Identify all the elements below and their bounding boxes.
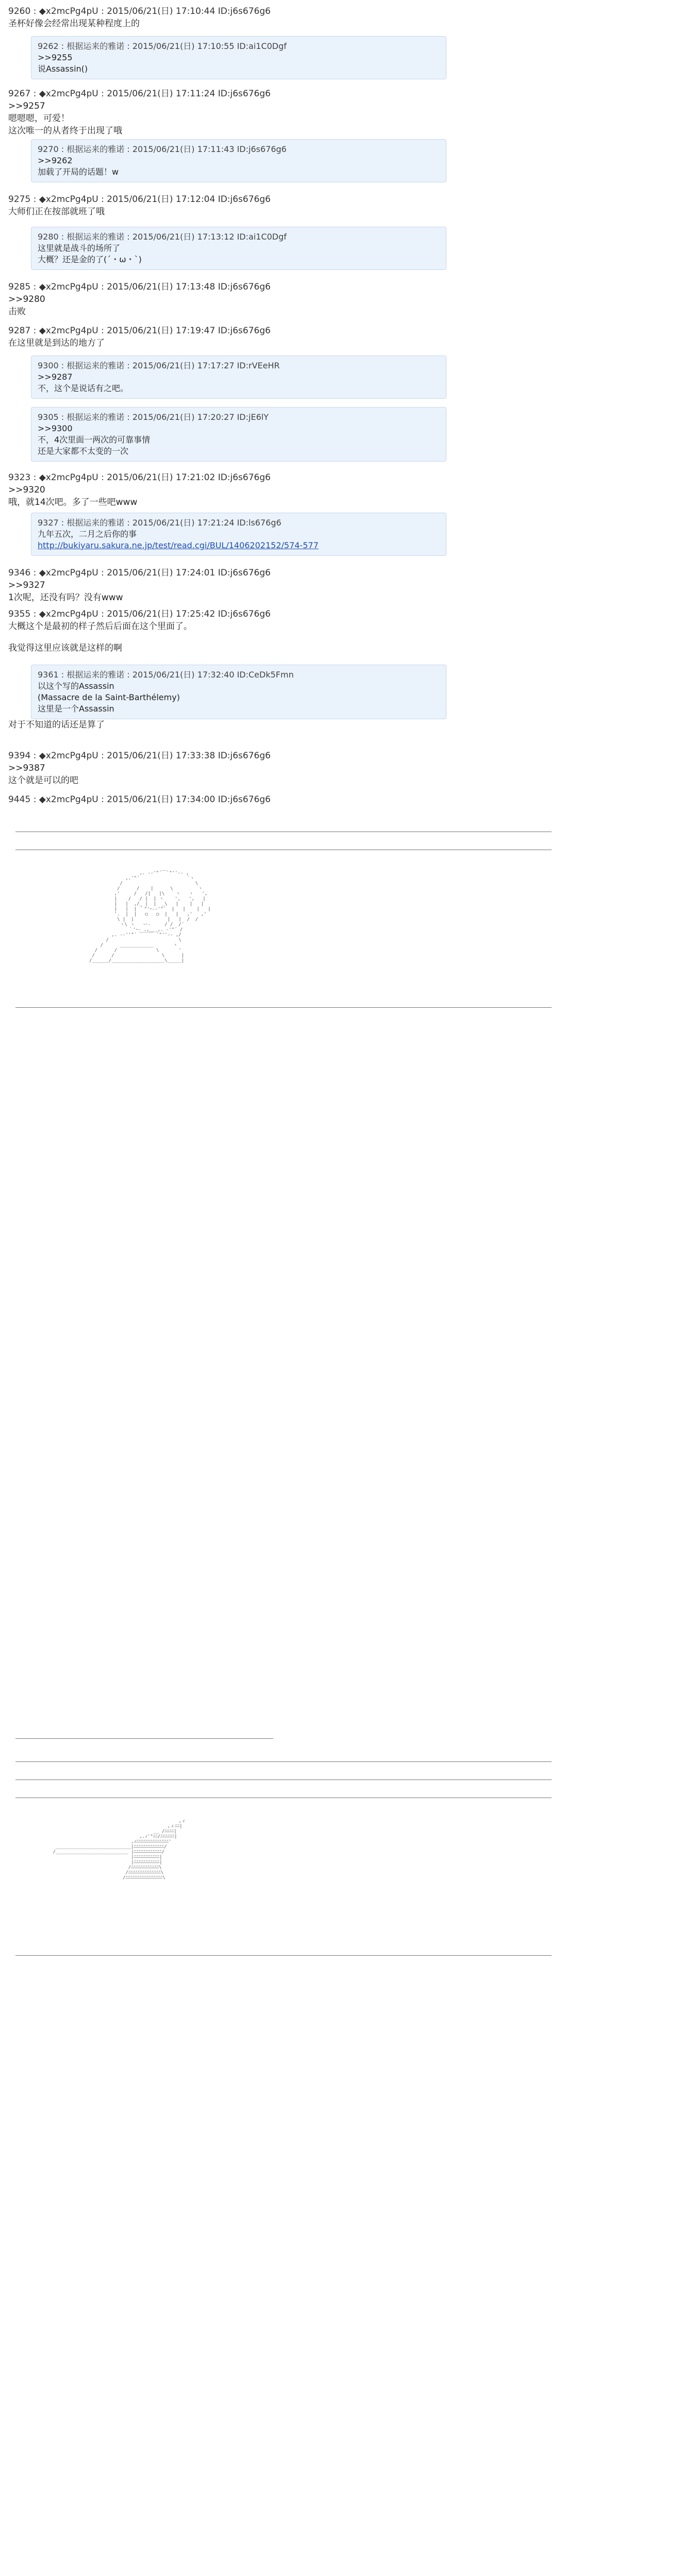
post-line: 嗯嗯嗯，可爱！: [8, 113, 70, 124]
reply-anchor[interactable]: >>9300: [38, 423, 73, 433]
reply-anchor[interactable]: >>9257: [8, 101, 45, 111]
quoted-post: [31, 36, 446, 79]
post: [8, 471, 678, 509]
sheet-header-bar: [15, 819, 552, 832]
post-line: 说Assassin(): [38, 64, 88, 74]
reply-anchor[interactable]: >>9262: [38, 156, 73, 165]
post: [8, 325, 678, 349]
quoted-post: [31, 407, 446, 462]
quoted-post: [31, 227, 446, 270]
post-header: 9445 : ◆x2mcPg4pU : 2015/06/21(日) 17:34:00 ID:j6s676g6: [8, 794, 271, 805]
post-header: 9394 : ◆x2mcPg4pU : 2015/06/21(日) 17:33:38 ID:j6s676g6: [8, 751, 271, 761]
post-header: 9323 : ◆x2mcPg4pU : 2015/06/21(日) 17:21:02 ID:j6s676g6: [8, 472, 271, 483]
post-header: 9361 : 根据运来的雅诺 : 2015/06/21(日) 17:32:40 ID:CeDk5Fmn: [38, 670, 294, 680]
reply-anchor[interactable]: >>9387: [8, 763, 45, 773]
sheet-stats-bar: [15, 837, 552, 850]
post-header: 9287 : ◆x2mcPg4pU : 2015/06/21(日) 17:19:47 ID:j6s676g6: [8, 326, 271, 336]
quoted-post: [31, 355, 446, 399]
post-line: 圣杯好像会经常出现某种程度上的: [8, 19, 140, 29]
post: [8, 193, 678, 218]
post: [8, 608, 678, 654]
sheet-header-bar: [15, 1726, 273, 1739]
post-header: 9327 : 根据运来的雅诺 : 2015/06/21(日) 17:21:24 ID:ls676g6: [38, 518, 281, 528]
post-line: 大概这个是最初的样子然后后面在这个里面了。: [8, 621, 192, 632]
post-line: 九年五次，二月之后你的事: [38, 529, 137, 539]
post-line: 这里是一个Assassin: [38, 704, 114, 714]
reply-anchor[interactable]: >>9255: [38, 53, 73, 62]
reply-anchor[interactable]: >>9287: [38, 372, 73, 382]
post-header: 9270 : 根据运来的雅诺 : 2015/06/21(日) 17:11:43 ID:j6s676g6: [38, 144, 287, 154]
post-header: 9355 : ◆x2mcPg4pU : 2015/06/21(日) 17:25:42 ID:j6s676g6: [8, 609, 271, 619]
post-line: 这次唯一的从者终于出现了哦: [8, 126, 122, 136]
reply-anchor[interactable]: >>9280: [8, 294, 45, 304]
ascii-art: ,ィ ,ィﾆﾆ| __ /ﾆﾆﾆﾆ| ,.ｨ'"ﾆﾆ/ﾆﾆﾆﾆﾆﾆ| ,ｨﾆﾆﾆﾆﾆﾆﾆﾆﾆﾆﾆﾆﾆﾆ' ___________________________|ﾆﾆﾆﾆﾆﾆﾆﾆﾆﾆﾆﾆﾆ/ /__________________________ |ﾆﾆﾆﾆﾆﾆﾆﾆﾆﾆﾆﾆ/ |ﾆﾆﾆﾆﾆﾆﾆﾆﾆﾆﾆ| |ﾆﾆﾆﾆﾆﾆﾆﾆﾆﾆﾆ| /ﾆﾆﾆﾆﾆﾆﾆﾆﾆﾆﾆﾆ\ /ﾆﾆﾆﾆﾆﾆﾆﾆﾆﾆﾆﾆﾆﾆ\ /ﾆﾆﾆﾆﾆﾆﾆﾆﾆﾆﾆﾆﾆﾆﾆﾆ\: [53, 1819, 186, 1880]
post-header: 9346 : ◆x2mcPg4pU : 2015/06/21(日) 17:24:01 ID:j6s676g6: [8, 568, 271, 578]
post-header: 9305 : 根据运来的雅诺 : 2015/06/21(日) 17:20:27 ID:jE6lY: [38, 412, 269, 422]
divider: [15, 1955, 552, 1956]
thread-link[interactable]: http://bukiyaru.sakura.ne.jp/test/read.cgi/BUL/1406202152/574-577: [38, 540, 319, 550]
post: [8, 281, 678, 318]
post-line: 在这里就是到达的地方了: [8, 338, 105, 348]
post-line: 不，这个是说话有之吧。: [38, 383, 129, 393]
post-line: 1次呢，还没有吗？没有www: [8, 592, 123, 603]
sheet-stats-bar: [15, 1767, 552, 1780]
post-line: 我觉得这里应该就是这样的啊: [8, 643, 122, 653]
post-line: 哦，就14次吧。多了一些吧www: [8, 497, 138, 507]
post-header: 9267 : ◆x2mcPg4pU : 2015/06/21(日) 17:11:24 ID:j6s676g6: [8, 89, 271, 99]
post: [8, 750, 678, 787]
divider: [15, 1007, 552, 1008]
post-header: 9262 : 根据运来的雅诺 : 2015/06/21(日) 17:10:55 ID:ai1C0Dgf: [38, 41, 287, 51]
post-line: (Massacre de la Saint-Barthélemy): [38, 692, 180, 702]
post: [8, 5, 678, 30]
post-line: 大师们正在按部就班了哦: [8, 207, 105, 217]
post-line: 这里就是战斗的场所了: [38, 243, 121, 253]
quoted-post: [31, 139, 446, 182]
post-header: 9280 : 根据运来的雅诺 : 2015/06/21(日) 17:13:12 ID:ai1C0Dgf: [38, 232, 287, 242]
sheet-stats-bar: [15, 1785, 552, 1798]
post-line: 加载了开局的话题！w: [38, 167, 119, 177]
post: [8, 567, 678, 604]
post-header: 9300 : 根据运来的雅诺 : 2015/06/21(日) 17:17:27 ID:rVEeHR: [38, 361, 280, 370]
post: [8, 719, 678, 731]
post-line: 不，4次里面一两次的可靠事情: [38, 435, 151, 445]
post-line: 击败: [8, 307, 26, 317]
post: [8, 793, 678, 806]
reply-anchor[interactable]: >>9327: [8, 580, 45, 590]
reply-anchor[interactable]: >>9320: [8, 485, 45, 495]
post-line: 对于不知道的话还是算了: [8, 720, 105, 730]
post-line: 以这个写的Assassin: [38, 681, 114, 691]
post-line: 大概？还是金的了(´・ω・`): [38, 255, 142, 264]
post-header: 9275 : ◆x2mcPg4pU : 2015/06/21(日) 17:12:04 ID:j6s676g6: [8, 194, 271, 205]
quoted-post: [31, 665, 446, 719]
post-header: 9285 : ◆x2mcPg4pU : 2015/06/21(日) 17:13:48 ID:j6s676g6: [8, 282, 271, 292]
quoted-post: [31, 513, 446, 556]
ascii-art: ,. -‐'"´￣`"''‐- , ,.'"´ `ヽ / \ / / | \ ヽ ,' / /| |\ ヽ ヽ ', | / / | | ヽ ', ', | | | ,/_ | | _\ | | | | | | ｀"'ｰ-‐'"´ | | | | '. | | ◯ ◯ | | ,' ,' \ | | | | / / ヽ\ ヽ ー‐ / / /´ ｀'ｰ- .,___,. -'"´ / ,. -‐''"´ ￣￣￣ `"''‐- ,/ / \ / ____________ ヽ / / \ ' / / \ | /______/___________________\_____|: [89, 871, 211, 963]
post-line: 还是大家都不太变的一次: [38, 446, 129, 456]
post-line: 这个就是可以的吧: [8, 775, 78, 786]
post-header: 9260 : ◆x2mcPg4pU : 2015/06/21(日) 17:10:44 ID:j6s676g6: [8, 6, 271, 16]
sheet-header-bar: [15, 1749, 552, 1762]
post: [8, 88, 678, 137]
